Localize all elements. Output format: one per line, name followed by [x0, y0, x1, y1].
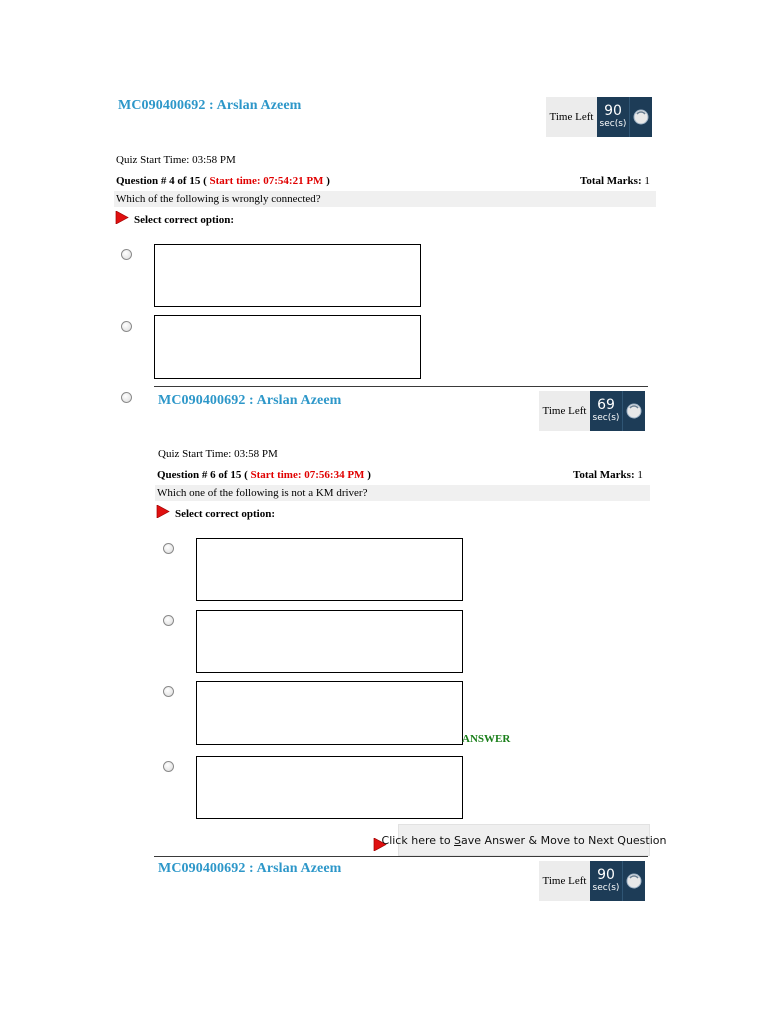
time-left-unit: sec(s) [592, 413, 620, 423]
quiz-start-time: Quiz Start Time: 03:58 PM [116, 154, 236, 166]
total-marks-value: 1 [644, 175, 650, 187]
time-left-widget [546, 97, 652, 137]
question-start-time: Start time: 07:56:34 PM [250, 469, 365, 481]
time-left-label: Time Left [546, 97, 597, 137]
timer-clock-icon [629, 97, 652, 137]
save-answer-next-button[interactable] [381, 824, 667, 856]
total-marks-value: 1 [637, 469, 643, 481]
time-left-widget [539, 391, 645, 431]
time-left-unit: sec(s) [599, 119, 627, 129]
answer-marker: ANSWER [462, 733, 511, 745]
time-left-value: 90 [597, 867, 615, 883]
question-header-close: ) [326, 175, 330, 187]
question-text: Which one of the following is not a KM driver? [155, 485, 650, 501]
option-radio[interactable] [163, 761, 174, 772]
option-box[interactable] [196, 756, 463, 819]
time-left-counter [597, 97, 629, 137]
time-left-label: Time Left [539, 861, 590, 901]
student-name: MC090400692 : Arslan Azeem [158, 393, 342, 408]
time-left-label: Time Left [539, 391, 590, 431]
option-box[interactable] [154, 315, 421, 379]
save-button-rest: ave Answer & Move to Next Question [461, 833, 667, 847]
save-button-prefix: Click here to [381, 833, 455, 847]
option-box[interactable] [154, 244, 421, 307]
timer-clock-icon [622, 861, 645, 901]
quiz-start-time: Quiz Start Time: 03:58 PM [158, 448, 278, 460]
question-start-time: Start time: 07:54:21 PM [209, 175, 324, 187]
option-radio[interactable] [121, 392, 132, 403]
student-name: MC090400692 : Arslan Azeem [118, 98, 302, 113]
select-option-label: Select correct option: [175, 508, 275, 520]
red-arrow-icon [156, 505, 170, 523]
red-arrow-icon [115, 211, 129, 229]
total-marks [580, 175, 650, 187]
timer-clock-icon [622, 391, 645, 431]
time-left-value: 69 [597, 397, 615, 413]
total-marks [573, 469, 643, 481]
question-text: Which of the following is wrongly connected? [114, 191, 656, 207]
time-left-counter [590, 391, 622, 431]
student-name: MC090400692 : Arslan Azeem [158, 861, 342, 876]
time-left-counter [590, 861, 622, 901]
time-left-widget [539, 861, 645, 901]
time-left-unit: sec(s) [592, 883, 620, 893]
time-left-value: 90 [604, 103, 622, 119]
option-radio[interactable] [163, 686, 174, 697]
question-header [157, 469, 371, 481]
save-button-accesskey: S [454, 833, 462, 847]
question-number: Question # 6 of 15 ( [157, 469, 248, 481]
total-marks-label: Total Marks: [573, 469, 635, 481]
question-number: Question # 4 of 15 ( [116, 175, 207, 187]
option-box[interactable] [196, 681, 463, 745]
divider [154, 386, 648, 387]
option-radio[interactable] [121, 249, 132, 260]
option-radio[interactable] [163, 615, 174, 626]
option-radio[interactable] [163, 543, 174, 554]
question-header [116, 175, 330, 187]
option-box[interactable] [196, 610, 463, 673]
option-box[interactable] [196, 538, 463, 601]
total-marks-label: Total Marks: [580, 175, 642, 187]
divider [154, 856, 648, 857]
select-option-label: Select correct option: [134, 214, 234, 226]
option-radio[interactable] [121, 321, 132, 332]
question-header-close: ) [367, 469, 371, 481]
